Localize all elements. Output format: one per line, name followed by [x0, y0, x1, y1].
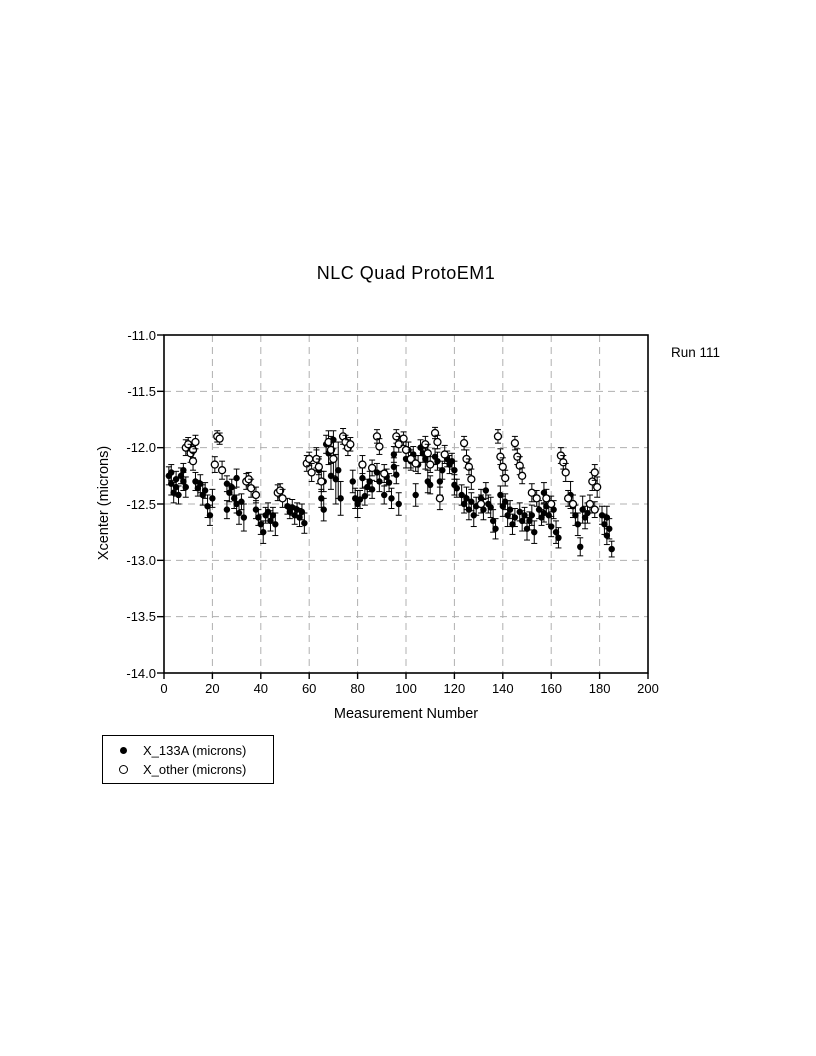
chart-title: NLC Quad ProtoEM1: [316, 263, 496, 283]
legend-label-xother: X_other (microns): [143, 761, 247, 777]
y-tick-label: -11.0: [127, 327, 156, 343]
run-annotation: Run 111: [671, 345, 721, 360]
x-tick-label: 0: [160, 681, 168, 696]
x-tick-label: 20: [205, 681, 220, 696]
y-axis-title: Xcenter (microns): [96, 445, 112, 561]
plot-area: [164, 335, 648, 673]
legend: [102, 735, 274, 784]
x-tick-label: 60: [301, 681, 317, 696]
legend-label-x133a: X_133A (microns): [143, 742, 247, 758]
x-tick-label: 40: [253, 681, 269, 696]
open-circle-icon: [103, 765, 143, 774]
filled-circle-icon: [103, 747, 143, 754]
x-tick-label: 120: [443, 681, 466, 696]
y-tick-label: -13.0: [126, 552, 156, 568]
y-tick-label: -11.5: [127, 383, 156, 399]
y-tick-label: -12.0: [126, 440, 156, 456]
y-tick-label: -13.5: [126, 609, 156, 625]
y-tick-label: -12.5: [126, 496, 156, 512]
legend-row-xother: [103, 761, 273, 777]
legend-row-x133a: [103, 742, 273, 758]
x-tick-label: 80: [350, 681, 365, 696]
x-tick-label: 200: [637, 681, 659, 696]
x-tick-label: 160: [540, 681, 563, 696]
x-tick-label: 100: [395, 681, 417, 696]
y-tick-label: -14.0: [126, 665, 156, 681]
x-tick-label: 140: [491, 681, 514, 696]
x-tick-label: 180: [588, 681, 611, 696]
x-axis-title: Measurement Number: [333, 706, 479, 722]
